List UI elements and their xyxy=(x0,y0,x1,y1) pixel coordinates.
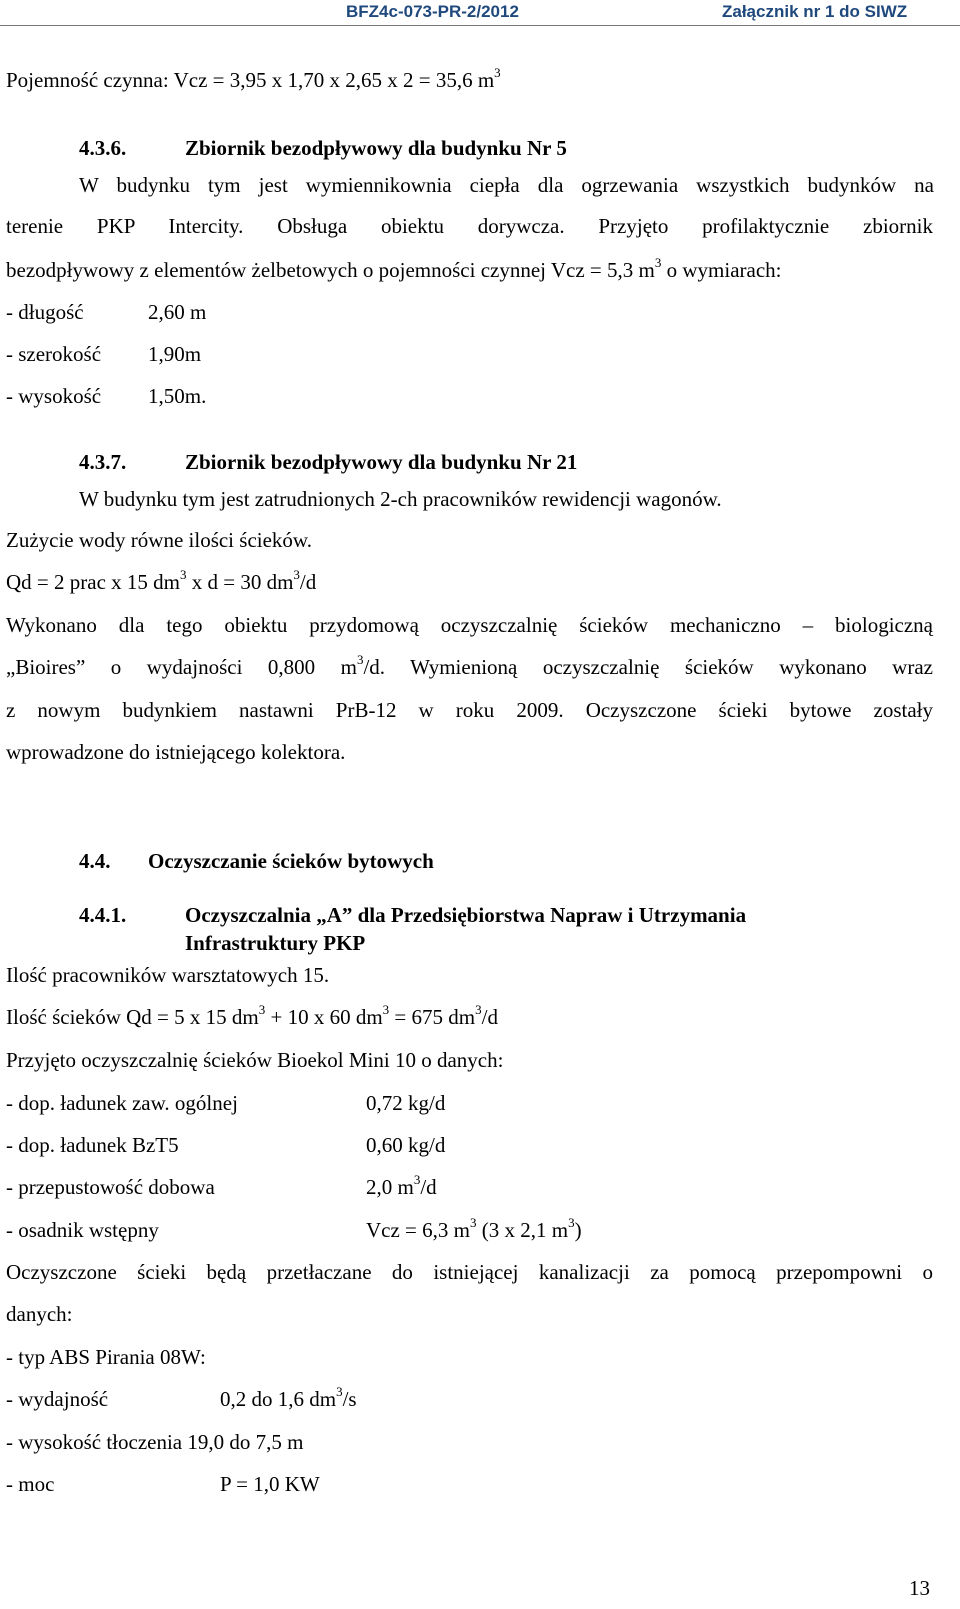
section-title: Oczyszczanie ścieków bytowych xyxy=(148,849,434,873)
dimension-value: 2,60 m xyxy=(148,300,207,324)
spec-value: 2,0 $m^3/d$ xyxy=(366,1172,437,1199)
section-4-4-1-heading xyxy=(79,902,747,928)
paragraph-line: Wykonano dla tego obiektu przydomową oczyszczalnię ścieków mechaniczno – biologiczną xyxy=(6,613,933,637)
paragraph-line: terenie PKP Intercity. Obsługa obiektu dorywcza. Przyjęto profilaktycznie zbiornik xyxy=(6,214,933,238)
spec-label: - dop. ładunek zaw. ogólnej xyxy=(6,1091,238,1115)
spec-value: 0,72 kg/d xyxy=(366,1091,446,1115)
header-rule xyxy=(0,25,960,26)
section-number: 4.3.7. xyxy=(79,450,127,474)
spec-value: P = 1,0 KW xyxy=(220,1472,320,1496)
dimension-value: 1,50m. xyxy=(148,384,207,408)
spec-value: 0,60 kg/d xyxy=(366,1133,446,1157)
paragraph-line: Ilość pracowników warsztatowych 15. xyxy=(6,963,330,987)
flow-formula: Ilość ścieków Qd = 5 x 15 $dm^3 + 10$ x 60 $dm^3 = 675$ $dm^3/d$ xyxy=(6,1002,498,1029)
spec-value: 0,2 do 1,6 $dm^3/s$ xyxy=(220,1384,357,1411)
spec-label: - osadnik wstępny xyxy=(6,1218,159,1242)
paragraph-line: Zużycie wody równe ilości ścieków. xyxy=(6,528,312,552)
page-number: 13 xyxy=(909,1576,930,1600)
page-header xyxy=(0,0,960,26)
pump-type: - typ ABS Pirania 08W: xyxy=(6,1345,206,1369)
dimension-label: - długość xyxy=(6,300,84,324)
paragraph-line: bezodpływowy z elementów żelbetowych o pojemności czynnej Vcz = 5,3 $m^3$ o wymiarach: xyxy=(6,255,782,282)
section-title-continued: Infrastruktury PKP xyxy=(185,931,366,955)
spec-label: - przepustowość dobowa xyxy=(6,1175,215,1199)
paragraph-line: „Bioires” o wydajności 0,800 $m^3/d$. Wymienioną oczyszczalnię ścieków wykonano wraz xyxy=(6,652,933,679)
paragraph-line: danych: xyxy=(6,1302,73,1326)
paragraph-line: Oczyszczone ścieki będą przetłaczane do istniejącej kanalizacji za pomocą przepompowni o xyxy=(6,1260,933,1284)
doc-id: BFZ4c-073-PR-2/2012 xyxy=(346,2,519,21)
section-4-3-7-heading xyxy=(79,449,578,475)
spec-line: - wysokość tłoczenia 19,0 do 7,5 m xyxy=(6,1430,304,1454)
spec-label: - moc xyxy=(6,1472,55,1496)
dimension-label: - wysokość xyxy=(6,384,102,408)
paragraph-line: W budynku tym jest zatrudnionych 2-ch pracowników rewidencji wagonów. xyxy=(79,487,722,511)
section-title: Oczyszczalnia „A” dla Przedsiębiorstwa Napraw i Utrzymania xyxy=(185,903,747,927)
attachment-label: Załącznik nr 1 do SIWZ xyxy=(722,2,908,21)
section-title: Zbiornik bezodpływowy dla budynku Nr 21 xyxy=(185,450,578,474)
section-number: 4.4. xyxy=(79,849,111,873)
section-number: 4.3.6. xyxy=(79,136,127,160)
section-title: Zbiornik bezodpływowy dla budynku Nr 5 xyxy=(185,136,567,160)
paragraph-line: W budynku tym jest wymiennikownia ciepła dla ogrzewania wszystkich budynków na xyxy=(79,173,934,197)
spec-label: - dop. ładunek BzT5 xyxy=(6,1133,179,1157)
paragraph-line: Przyjęto oczyszczalnię ścieków Bioekol Mini 10 o danych: xyxy=(6,1048,504,1072)
section-4-3-6-heading xyxy=(79,135,567,161)
paragraph-line: z nowym budynkiem nastawni PrB-12 w roku 2009. Oczyszczone ścieki bytowe zostały xyxy=(6,698,933,722)
section-4-4-heading xyxy=(79,848,434,874)
spec-value: Vcz = 6,3 $m^3$ (3 x 2,1 $m^3$) xyxy=(366,1215,582,1242)
spec-label: - wydajność xyxy=(6,1387,109,1411)
flow-formula: Qd = 2 prac x 15 $dm^3$ x d = 30 $dm^3/d$ xyxy=(6,567,317,594)
dimension-label: - szerokość xyxy=(6,342,102,366)
section-number: 4.4.1. xyxy=(79,903,127,927)
paragraph-line: wprowadzone do istniejącego kolektora. xyxy=(6,740,346,764)
capacity-line: Pojemność czynna: Vcz = 3,95 x 1,70 x 2,65 x 2 = 35,6 $m^3$ xyxy=(6,65,501,92)
dimension-value: 1,90m xyxy=(148,342,202,366)
